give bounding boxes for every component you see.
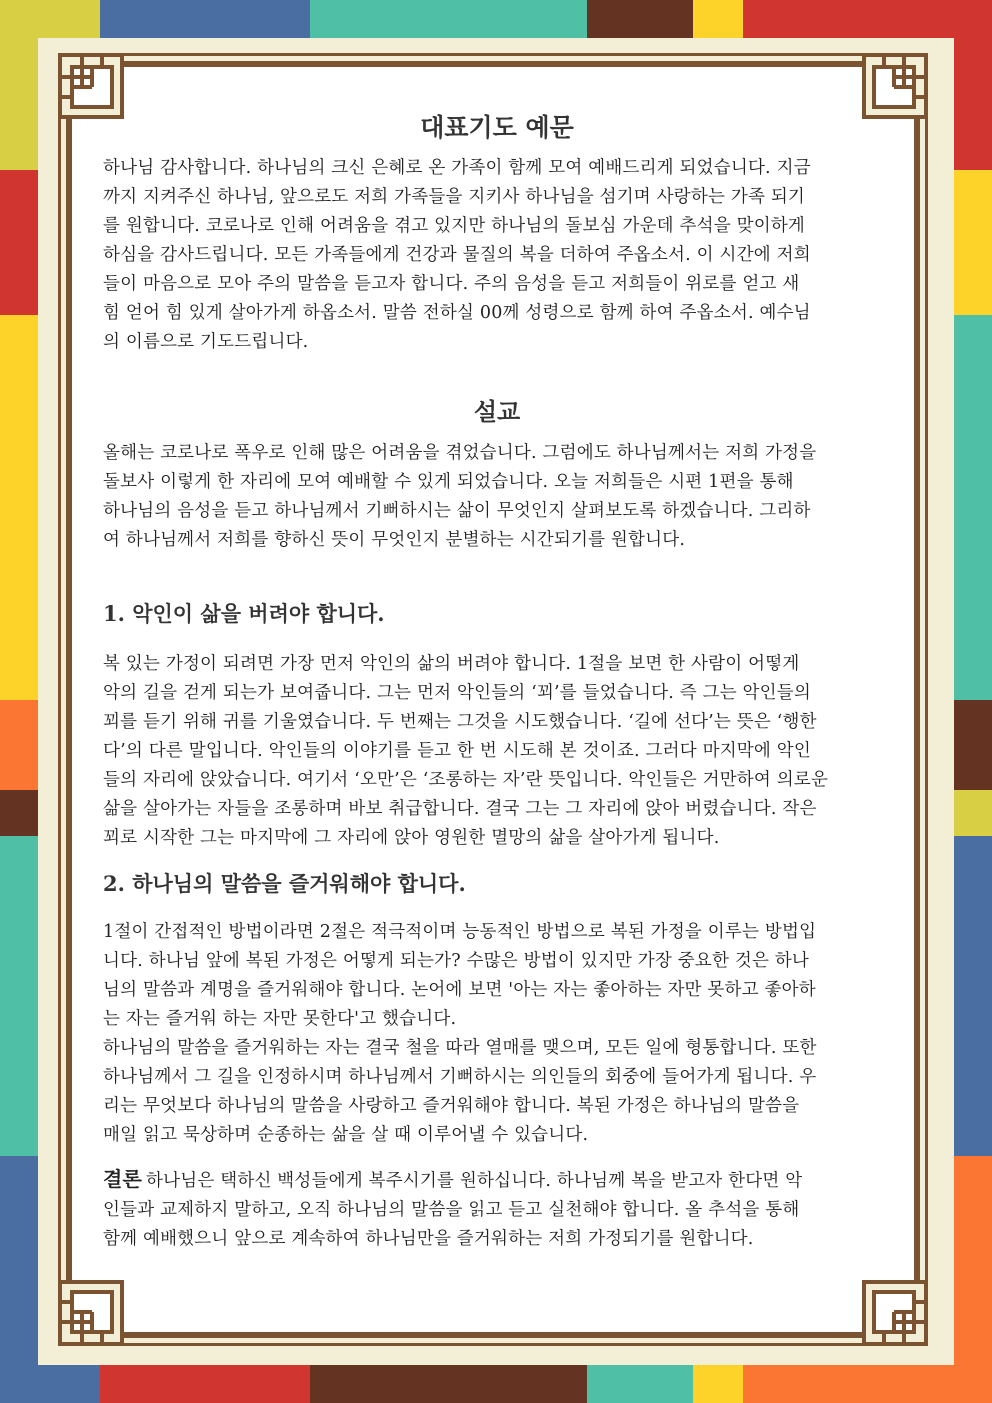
border-stripe xyxy=(587,0,693,38)
border-stripe xyxy=(0,170,38,315)
sermon-intro xyxy=(103,439,925,555)
border-stripe xyxy=(743,1365,992,1403)
border-stripe xyxy=(0,1156,38,1365)
prayer-title: 대표기도 예문 xyxy=(420,113,574,142)
text-line: 악의 길을 걷게 되는가 보여줍니다. 그는 먼저 악인들의 ‘꾀’를 들었습니다. 즉 그는 악인들의 xyxy=(103,683,811,703)
text-line: 들의 자리에 앉았습니다. 여기서 ‘오만’은 ‘조롱하는 자’란 뜻입니다. 악인들은 거만하여 의로운 xyxy=(103,770,829,790)
text-line: 는 자는 즐거워 하는 자만 못한다'고 했습니다. xyxy=(103,1009,457,1029)
prayer-text xyxy=(103,154,925,357)
text-line: 함께 예배했으니 앞으로 계속하여 하나님만을 즐거워하는 저희 가정되기를 원합니다. xyxy=(103,1229,754,1249)
border-stripe xyxy=(0,1365,100,1403)
border-stripe xyxy=(954,700,992,790)
text-line: 매일 읽고 묵상하며 순종하는 삶을 살 때 이루어낼 수 있습니다. xyxy=(103,1125,589,1145)
text-line: 하나님 감사합니다. 하나님의 크신 은혜로 온 가족이 함께 모여 예배드리게 되었습니다. 지금 xyxy=(103,158,811,178)
border-stripe xyxy=(693,1365,743,1403)
text-line: 하나님의 말씀을 즐거워하는 자는 결국 철을 따라 열매를 맺으며, 모든 일에 형통합니다. 또한 xyxy=(103,1038,817,1058)
conclusion-line: 하나님은 택하신 백성들에게 복주시기를 원하십니다. 하나님께 복을 받고자 한다면 악 xyxy=(146,1171,803,1191)
border-stripe xyxy=(743,0,992,38)
text-line: 리는 무엇보다 하나님의 말씀을 사랑하고 즐거워해야 합니다. 복된 가정은 하나님의 말씀을 xyxy=(103,1096,800,1116)
border-stripe xyxy=(954,1156,992,1365)
text-line: 다’의 다른 말입니다. 악인들의 이야기를 듣고 한 번 시도해 본 것이죠. 그러다 마지막에 악인 xyxy=(103,741,811,761)
corner-ornament-bottom-right xyxy=(858,1276,928,1346)
text-line: 복 있는 가정이 되려면 가장 먼저 악인의 삶의 버려야 합니다. 1절을 보면 한 사람이 어떻게 xyxy=(103,654,800,674)
border-stripe xyxy=(310,0,587,38)
text-line: 들이 마음으로 모아 주의 말씀을 듣고자 합니다. 주의 음성을 듣고 저희들이 위로를 얻고 새 xyxy=(103,274,800,294)
border-stripe xyxy=(100,0,310,38)
text-line: 힘 얻어 힘 있게 살아가게 하옵소서. 말씀 전하실 00께 성령으로 함께 하여 주옵소서. 예수님 xyxy=(103,303,811,323)
border-stripe xyxy=(0,0,100,38)
text-line: 하심을 감사드립니다. 모든 가족들에게 건강과 물질의 복을 더하여 주옵소서. 이 시간에 저희 xyxy=(103,245,811,265)
conclusion-text xyxy=(103,1165,925,1254)
point2-heading: 2. 하나님의 말씀을 즐거워해야 합니다. xyxy=(103,871,466,896)
text-line: 삶을 살아가는 자들을 조롱하며 바보 취급합니다. 결국 그는 그 자리에 앉아 버렸습니다. 작은 xyxy=(103,799,817,819)
text-line: 를 원합니다. 코로나로 인해 어려움을 겪고 있지만 하나님의 돌보심 가운데 추석을 맞이하게 xyxy=(103,216,806,236)
border-stripe xyxy=(587,1365,693,1403)
point1-heading: 1. 악인이 삶을 버려야 합니다. xyxy=(103,601,385,626)
text-line: 올해는 코로나로 폭우로 인해 많은 어려움을 겪었습니다. 그럼에도 하나님께서는 저희 가정을 xyxy=(103,443,817,463)
text-line: 돌보사 이렇게 한 자리에 모여 예배할 수 있게 되었습니다. 오늘 저희들은 시편 1편을 통해 xyxy=(103,472,794,492)
border-stripe xyxy=(693,0,743,38)
point2-text xyxy=(103,918,925,1150)
border-stripe xyxy=(954,836,992,1156)
border-stripe xyxy=(0,38,38,170)
text-line: 니다. 하나님 앞에 복된 가정은 어떻게 되는가? 수많은 방법이 있지만 가장 중요한 것은 하나 xyxy=(103,951,810,971)
border-stripe xyxy=(954,170,992,315)
text-line: 의 이름으로 기도드립니다. xyxy=(103,332,309,352)
point1-text xyxy=(103,650,925,853)
border-stripe xyxy=(100,1365,310,1403)
text-line: 1절이 간접적인 방법이라면 2절은 적극적이며 능동적인 방법으로 복된 가정을 이루는 방법입 xyxy=(103,922,817,942)
text-line: 님의 말씀과 계명을 즐거워해야 합니다. 논어에 보면 '아는 자는 좋아하는 자만 못하고 좋아하 xyxy=(103,980,816,1000)
text-line: 꾀로 시작한 그는 마지막에 그 자리에 앉아 영원한 멸망의 삶을 살아가게 됩니다. xyxy=(103,828,720,848)
text-line: 여 하나님께서 저희를 향하신 뜻이 무엇인지 분별하는 시간되기를 원합니다. xyxy=(103,530,686,550)
text-line: 까지 지켜주신 하나님, 앞으로도 저희 가족들을 지키사 하나님을 섬기며 사랑하는 가족 되기 xyxy=(103,187,806,207)
sermon-title: 설교 xyxy=(473,398,521,426)
border-stripe xyxy=(0,790,38,836)
border-stripe xyxy=(310,1365,587,1403)
border-stripe xyxy=(0,315,38,700)
text-line: 인들과 교제하지 말하고, 오직 하나님의 말씀을 읽고 듣고 실천해야 합니다. 올 추석을 통해 xyxy=(103,1200,800,1220)
text-line xyxy=(103,1165,925,1196)
text-line: 하나님의 음성을 듣고 하나님께서 기뻐하시는 삶이 무엇인지 살펴보도록 하겠습니다. 그리하 xyxy=(103,501,811,521)
border-stripe xyxy=(954,38,992,170)
text-line: 하나님께서 그 길을 인정하시며 하나님께서 기뻐하시는 의인들의 회중에 들어가게 됩니다. 우 xyxy=(103,1067,817,1087)
border-stripe xyxy=(954,790,992,836)
border-stripe xyxy=(0,700,38,790)
corner-ornament-bottom-left xyxy=(58,1276,128,1346)
text-line: 꾀를 듣기 위해 귀를 기울였습니다. 두 번째는 그것을 시도했습니다. ‘길에 선다’는 뜻은 ‘행한 xyxy=(103,712,817,732)
border-stripe xyxy=(954,315,992,700)
border-stripe xyxy=(0,836,38,1156)
conclusion-label: 결론 xyxy=(103,1167,143,1191)
